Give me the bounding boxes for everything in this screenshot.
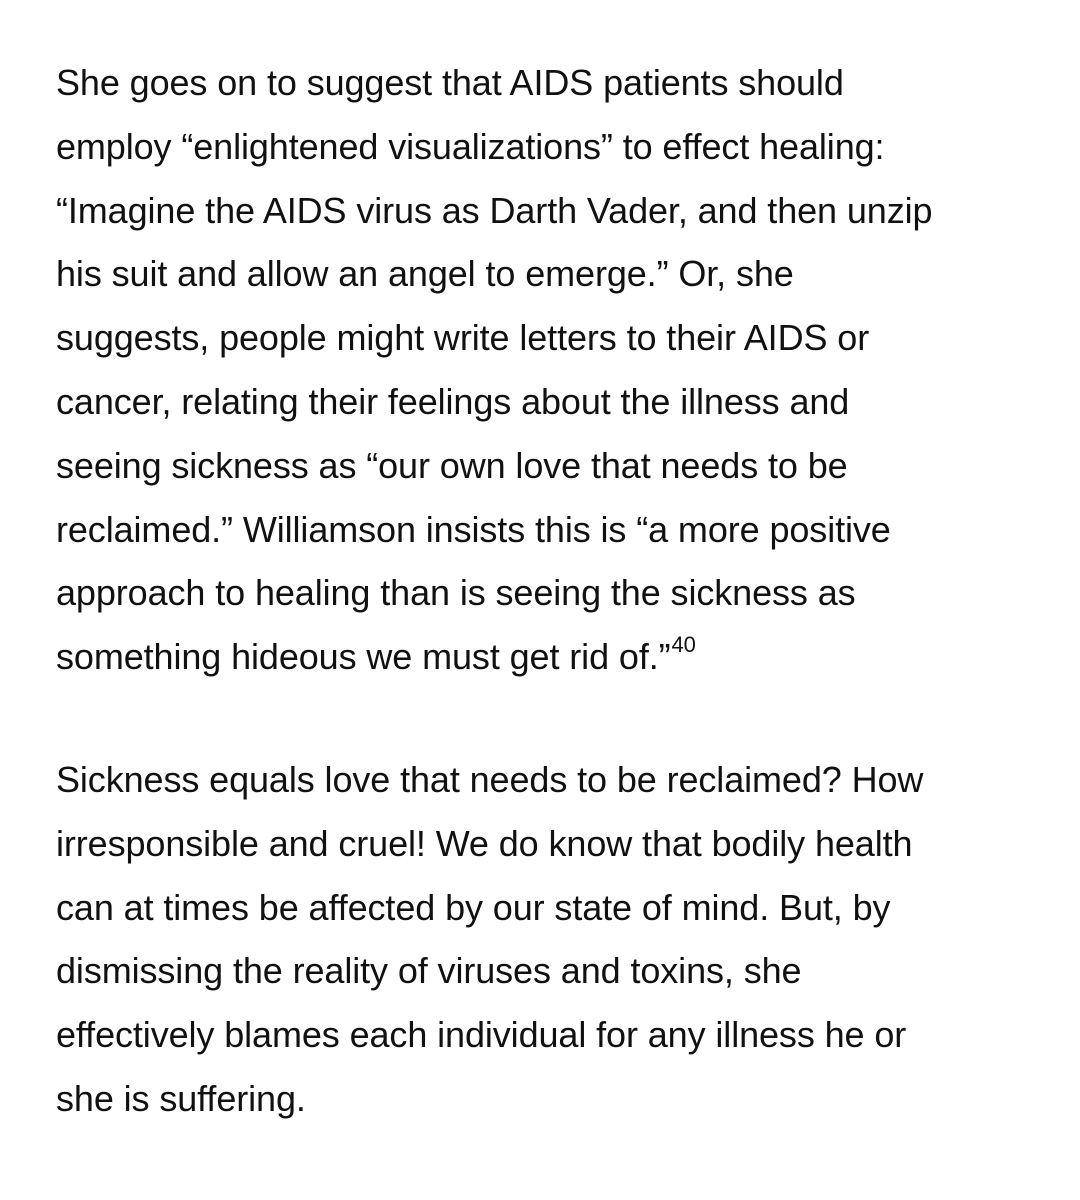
text-line: reclaimed.” Williamson insists this is “a more positive xyxy=(56,508,891,550)
text-line: suggests, people might write letters to their AIDS or xyxy=(56,317,870,359)
text-line-with-footnote xyxy=(56,625,1056,689)
text-line: She goes on to suggest that AIDS patients should xyxy=(56,62,844,103)
text-line: “Imagine the AIDS virus as Darth Vader, and then unzip xyxy=(56,189,933,231)
text-line: can at times be affected by our state of mind. But, by xyxy=(56,886,891,928)
text-line-content: something hideous we must get rid of.” xyxy=(56,636,671,678)
text-line: cancer, relating their feelings about the illness and xyxy=(56,380,850,422)
text-line: dismissing the reality of viruses and toxins, she xyxy=(56,950,802,992)
paragraph-2 xyxy=(56,748,1056,1131)
text-line: she is suffering. xyxy=(56,1077,306,1119)
text-line: approach to healing than is seeing the sickness as xyxy=(56,572,856,614)
text-line: effectively blames each individual for any illness he or xyxy=(56,1014,907,1056)
footnote-reference[interactable]: 40 xyxy=(671,632,696,658)
text-line: employ “enlightened visualizations” to effect healing: xyxy=(56,125,885,167)
text-line: irresponsible and cruel! We do know that bodily health xyxy=(56,822,913,864)
paragraph-1 xyxy=(56,51,1056,689)
text-line: seeing sickness as “our own love that needs to be xyxy=(56,444,848,486)
text-line: his suit and allow an angel to emerge.” Or, she xyxy=(56,253,794,295)
text-line: Sickness equals love that needs to be reclaimed? How xyxy=(56,759,924,800)
